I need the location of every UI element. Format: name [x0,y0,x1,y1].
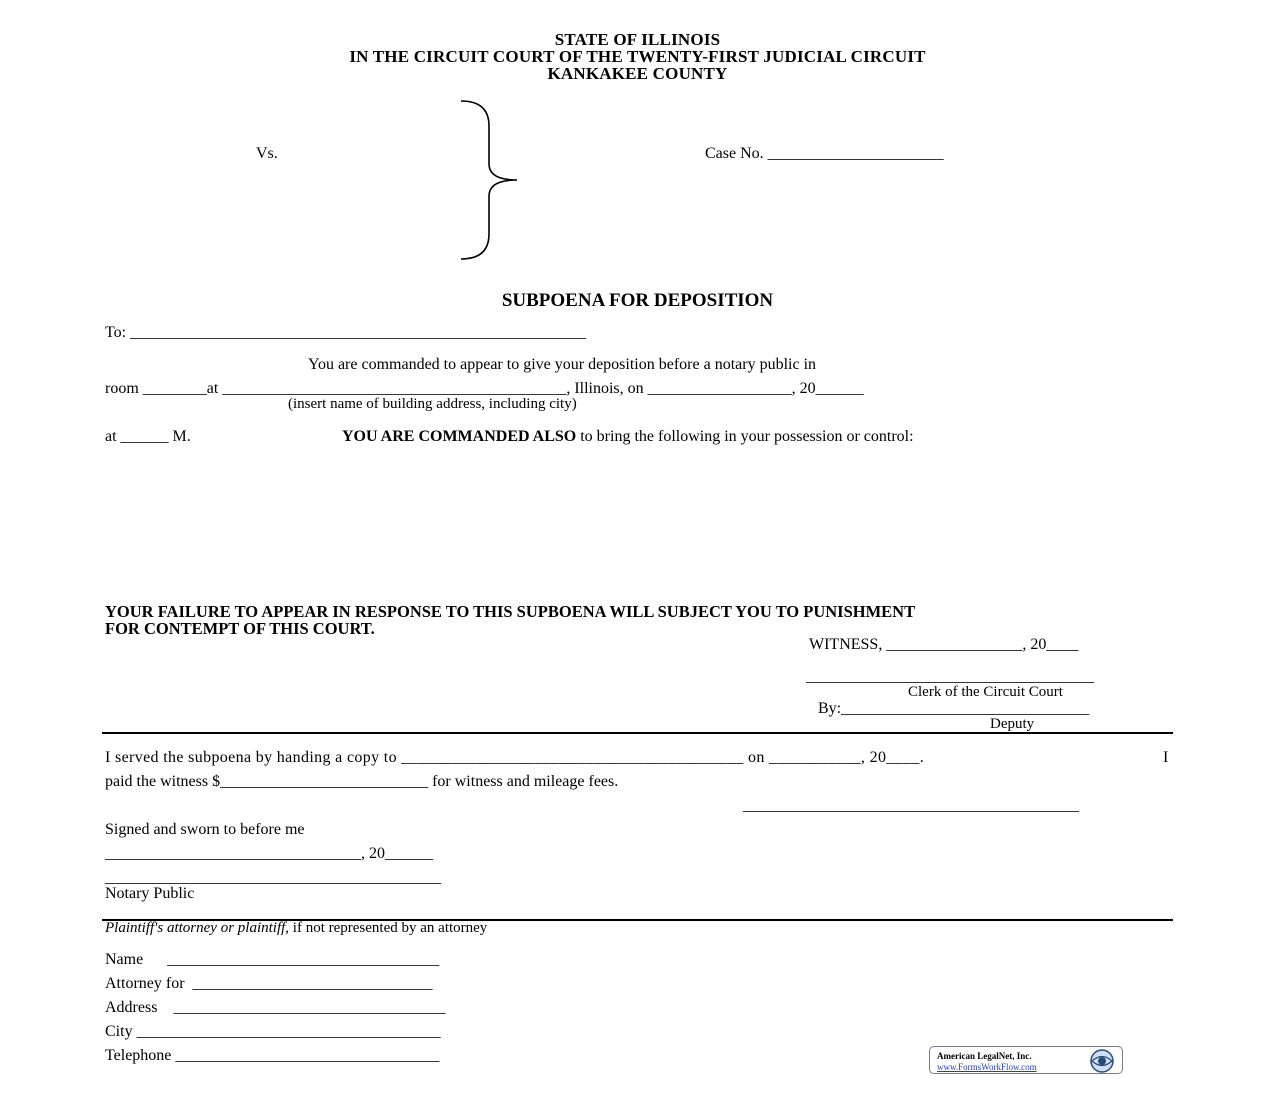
attorney-address-field[interactable]: Address __________________________________ [105,999,446,1016]
american-legalnet-logo[interactable] [929,1046,1123,1074]
deputy-label: Deputy [990,716,1035,732]
caption-brace [455,98,525,264]
to-field[interactable]: To: _________________________________________________________ [105,324,587,341]
attorney-heading [105,921,487,936]
clerk-label: Clerk of the Circuit Court [908,684,1063,700]
attorney-city-field[interactable]: City ______________________________________ [105,1023,441,1040]
versus-label: Vs. [256,145,278,162]
court-county: KANKAKEE COUNTY [547,64,728,83]
section-divider-1 [102,732,1173,734]
attorney-telephone-field[interactable]: Telephone _________________________________ [105,1047,440,1064]
attorney-heading-italic: Plaintiff's attorney or plaintiff [105,920,286,936]
witness-fee-field[interactable]: paid the witness $__________________________ for witness and mileage fees. [105,773,619,790]
command-text: You are commanded to appear to give your deposition before a notary public in [308,356,817,373]
clerk-signature-line[interactable]: ____________________________________ [806,668,1094,685]
commanded-also-text [342,429,914,445]
server-signature-line[interactable]: __________________________________________ [743,797,1079,814]
case-number-field[interactable]: Case No. ______________________ [705,145,944,162]
globe-icon [1084,1048,1120,1074]
sworn-date-field[interactable]: ________________________________, 20______ [105,845,433,862]
service-statement-end: I [1163,749,1169,766]
location-note: (insert name of building address, including city) [288,396,577,412]
court-state: STATE OF ILLINOIS [554,30,721,49]
logo-company-name: American LegalNet, Inc. [937,1051,1032,1061]
service-statement-field[interactable]: I served the subpoena by handing a copy to _________________________________________ on ___________, 20____. [105,749,925,766]
attorney-for-field[interactable]: Attorney for ______________________________ [105,975,433,992]
attorney-heading-rest: , if not represented by an attorney [285,920,488,936]
attorney-name-field[interactable]: Name __________________________________ [105,951,440,968]
room-location-date-field[interactable]: room ________at ___________________________________________, Illinois, on __________________, 20______ [105,380,864,397]
deputy-signature-field[interactable]: By:_______________________________ [818,700,1090,717]
warning-line-1: YOUR FAILURE TO APPEAR IN RESPONSE TO THIS SUPBOENA WILL SUBJECT YOU TO PUNISHMENT [105,602,916,621]
notary-label: Notary Public [105,885,195,902]
notary-signature-line[interactable]: __________________________________________ [105,869,441,886]
witness-date-field[interactable]: WITNESS, _________________, 20____ [809,636,1079,653]
sworn-text: Signed and sworn to before me [105,821,305,838]
commanded-also-rest: to bring the following in your possession or control: [576,428,914,445]
time-field[interactable]: at ______ M. [105,428,191,445]
court-circuit: IN THE CIRCUIT COURT OF THE TWENTY-FIRST JUDICIAL CIRCUIT [349,47,926,66]
logo-url-link[interactable]: www.FormsWorkFlow.com [937,1062,1037,1072]
commanded-also-bold: YOU ARE COMMANDED ALSO [342,428,577,445]
warning-line-2: FOR CONTEMPT OF THIS COURT. [105,619,375,638]
page-title: SUBPOENA FOR DEPOSITION [501,290,774,311]
